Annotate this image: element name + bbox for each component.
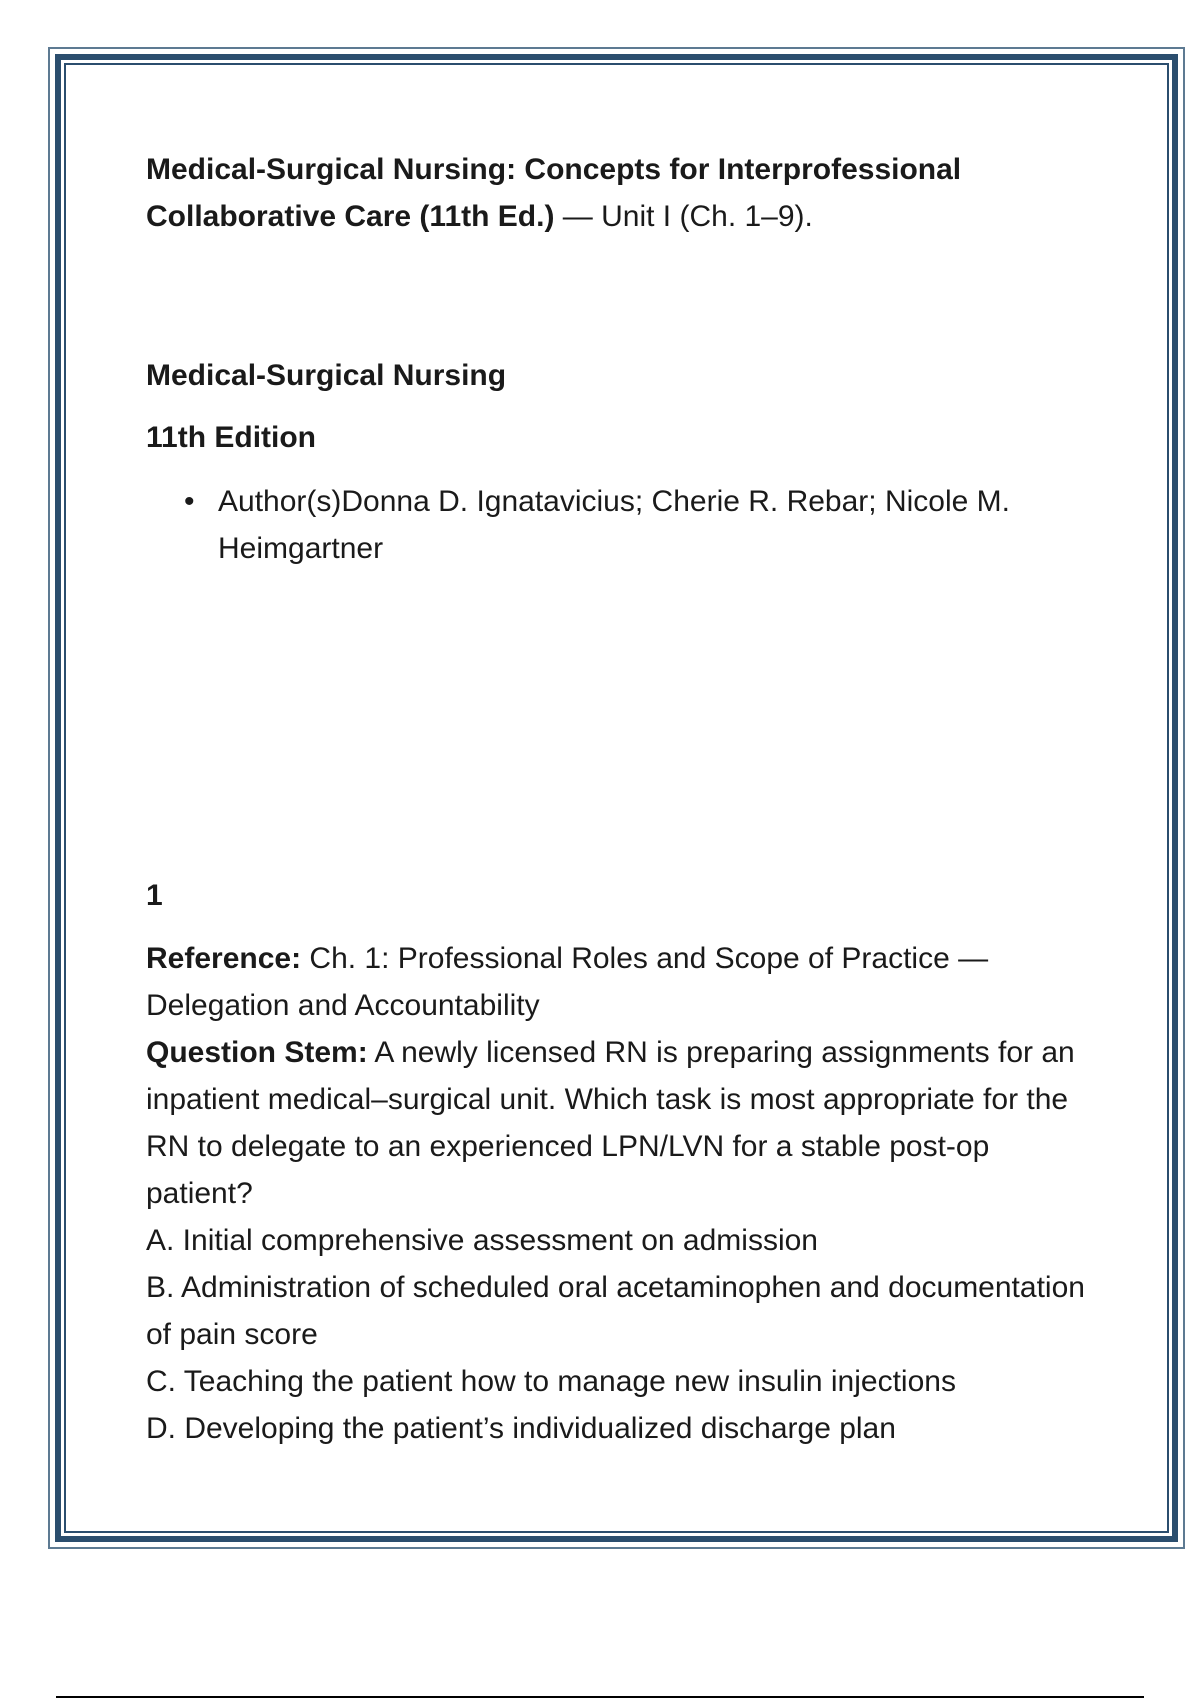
page-content xyxy=(146,146,1086,1452)
question-stem xyxy=(146,1029,1086,1217)
bullet-icon: • xyxy=(184,485,195,518)
answer-option-b: B. Administration of scheduled oral acetaminophen and documentation of pain score xyxy=(146,1271,1085,1351)
answer-option-d: D. Developing the patient’s individualized discharge plan xyxy=(146,1412,896,1445)
authors-list xyxy=(146,478,1086,572)
book-edition: 11th Edition xyxy=(146,421,317,454)
footer-rule xyxy=(56,1696,1144,1698)
question-reference xyxy=(146,935,1086,1029)
reference-label: Reference: xyxy=(146,942,302,975)
book-title: Medical-Surgical Nursing xyxy=(146,359,507,392)
answer-option-c: C. Teaching the patient how to manage new insulin injections xyxy=(146,1365,956,1398)
authors-list-item xyxy=(184,478,1086,572)
reference-text: Ch. 1: Professional Roles and Scope of Practice — Delegation and Accountability xyxy=(146,942,989,1022)
question-block xyxy=(146,935,1086,1452)
document-title xyxy=(146,146,1086,240)
question-number: 1 xyxy=(146,879,163,912)
authors-names: Donna D. Ignatavicius; Cherie R. Rebar; Nicole M. Heimgartner xyxy=(218,485,1010,565)
document-title-bold: Medical-Surgical Nursing: Concepts for Interprofessional Collaborative Care (11th Ed.) xyxy=(146,153,962,233)
document-title-unit: — Unit I (Ch. 1–9). xyxy=(554,200,813,233)
answer-option-a: A. Initial comprehensive assessment on admission xyxy=(146,1224,818,1257)
stem-text: A newly licensed RN is preparing assignments for an inpatient medical–surgical unit. Which task is most appropriate for the RN to delegate to an experienced LPN/LVN for a stable post-op patient? xyxy=(146,1036,1075,1210)
authors-label: Author(s) xyxy=(218,485,342,518)
stem-label: Question Stem: xyxy=(146,1036,368,1069)
